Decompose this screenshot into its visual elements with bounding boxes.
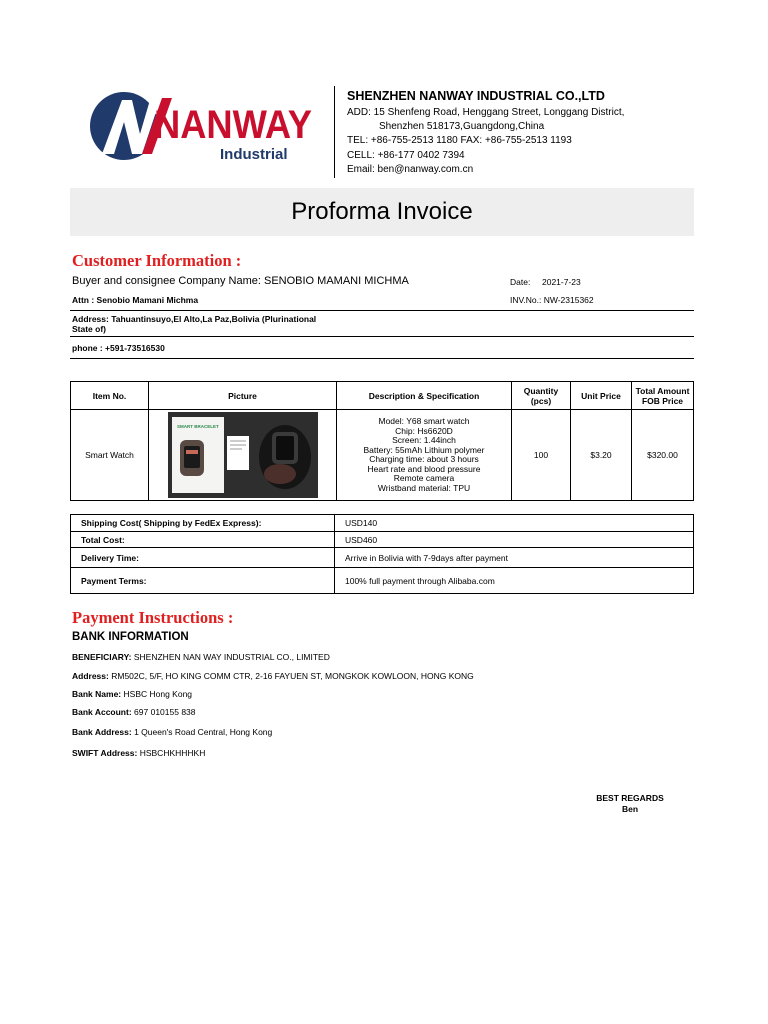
items-table [70,381,694,501]
payment-section-title: Payment Instructions : [72,608,234,627]
company-tel-fax: TEL: +86-755-2513 1180 FAX: +86-755-2513 1193 [347,135,572,146]
company-cell: CELL: +86-177 0402 7394 [347,150,465,161]
divider [70,310,694,311]
attn: Attn : Senobio Mamani Michma [72,295,199,305]
total-cost-value: USD460 [335,532,694,548]
company-logo [88,88,316,168]
customer-address-line2: State of) [72,324,106,334]
beneficiary-value: SHENZHEN NAN WAY INDUSTRIAL CO., LIMITED [133,652,330,662]
col-total [632,382,694,410]
company-address-line2: Shenzhen 518173,Guangdong,China [379,121,545,132]
bank-account [72,707,196,717]
company-email: Email: ben@nanway.com.cn [347,164,474,175]
date-label: Date: [510,277,531,287]
divider [70,336,694,337]
buyer-name: Buyer and consignee Company Name: SENOBIO MAMANI MICHMA [72,275,409,287]
spec-line: Wristband material: TPU [377,482,471,493]
closing [560,793,700,814]
bank-address-hk [72,671,474,681]
company-address-line1: ADD: 15 Shenfeng Road, Henggang Street, Longgang District, [347,107,625,118]
spec-line: Screen: 1.44inch [392,435,456,445]
item-picture-cell [149,410,337,501]
bank-account-label: Bank Account: [72,707,132,717]
spec-line: Battery: 55mAh Lithium polymer [363,444,485,455]
col-quantity-line2: (pcs) [530,395,552,406]
bank-name-value: HSBC Hong Kong [123,689,193,699]
customer-section-title: Customer Information : [72,251,242,270]
table-row [71,532,694,548]
spec-line: Remote camera [393,473,455,483]
customer-phone: phone : +591-73516530 [72,343,165,353]
bank-info-title: BANK INFORMATION [72,631,189,643]
col-description: Description & Specification [337,382,512,410]
shipping-cost-value: USD140 [335,515,694,532]
customer-address-line1: Address: Tahuantinsuyo,El Alto,La Paz,Bolivia (Plurinational [72,314,317,324]
delivery-time-label: Delivery Time: [71,548,335,568]
col-quantity-line1: Quantity [523,385,559,396]
swift-value: HSBCHKHHHKH [139,748,206,758]
bank-address-value: 1 Queen's Road Central, Hong Kong [134,727,273,737]
table-row [71,548,694,568]
spec-line: Chip: Hs6620D [395,425,453,436]
bank-name [72,689,192,699]
address-label: Address: [72,671,109,681]
item-name: Smart Watch [71,410,149,501]
delivery-time-value: Arrive in Bolivia with 7-9days after payment [335,548,694,568]
table-row [71,515,694,532]
item-total: $320.00 [632,410,694,501]
header-divider [334,86,335,178]
table-row [71,568,694,594]
company-name: SHENZHEN NANWAY INDUSTRIAL CO.,LTD [347,89,605,103]
payment-terms-label: Payment Terms: [71,568,335,594]
address-value: RM502C, 5/F, HO KING COMM CTR, 2-16 FAYUEN ST, MONGKOK KOWLOON, HONG KONG [111,671,474,681]
bank-address-label: Bank Address: [72,727,132,737]
logo-wordmark: NANWAY [154,103,313,147]
product-photo [168,412,318,498]
item-quantity: 100 [512,410,571,501]
beneficiary [72,652,330,662]
bank-name-label: Bank Name: [72,689,122,699]
spec-line: Heart rate and blood pressure [367,463,481,474]
swift-address [72,748,205,758]
invoice-number: INV.No.: NW-2315362 [510,295,594,305]
best-regards: BEST REGARDS [596,793,664,803]
payment-terms-value: 100% full payment through Alibaba.com [335,568,694,594]
shipping-cost-label: Shipping Cost( Shipping by FedEx Express): [71,515,335,532]
col-unit-price: Unit Price [571,382,632,410]
item-spec [337,410,512,501]
costs-table [70,514,694,594]
total-cost-label: Total Cost: [71,532,335,548]
divider [70,358,694,359]
logo-sub: Industrial [220,146,288,163]
item-unit-price: $3.20 [571,410,632,501]
date-value: 2021-7-23 [542,277,581,287]
col-item-no: Item No. [71,382,149,410]
spec-line: Charging time: about 3 hours [369,454,479,464]
bank-address [72,727,272,737]
col-total-line1: Total Amount [635,385,690,396]
bank-account-value: 697 010155 838 [134,707,196,717]
col-picture: Picture [149,382,337,410]
signer-name: Ben [621,803,639,814]
beneficiary-label: BENEFICIARY: [72,652,132,662]
product-box-label: SMART BRACELET [176,424,219,429]
document-title: Proforma Invoice [291,198,473,225]
col-total-line2: FOB Price [641,395,684,406]
spec-line: Model: Y68 smart watch [378,416,470,426]
col-quantity [512,382,571,410]
items-table-header [71,382,694,410]
table-row [71,410,694,501]
swift-label: SWIFT Address: [72,748,138,758]
title-banner [70,188,694,236]
